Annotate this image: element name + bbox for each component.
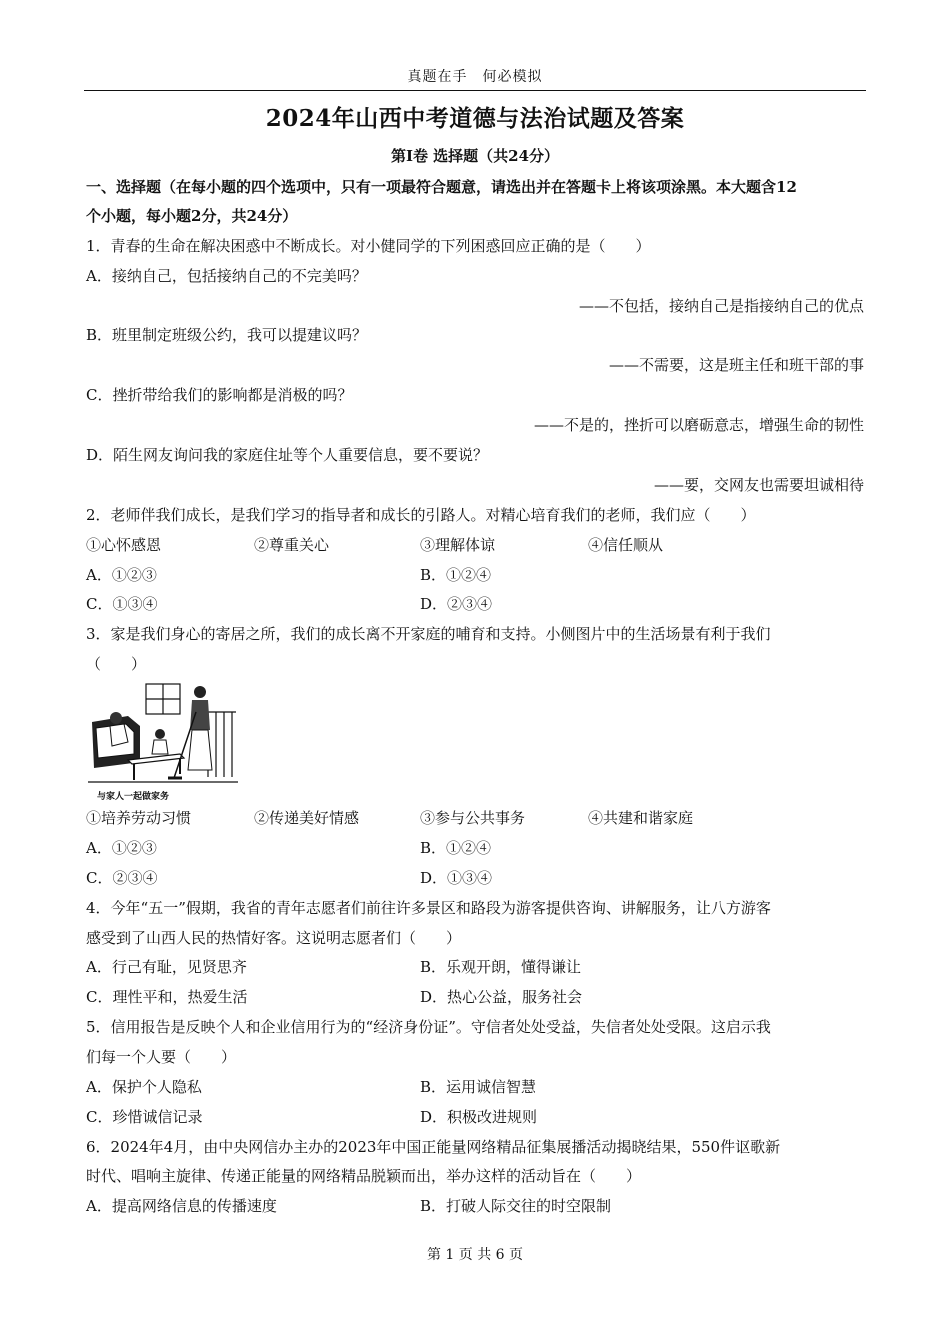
question-6-option-a: A．提高网络信息的传播速度 (86, 1197, 277, 1215)
question-1-option-d: D．陌生网友询问我的家庭住址等个人重要信息，要不要说？ (86, 446, 489, 464)
question-4-option-a: A．行己有耻，见贤思齐 (86, 958, 247, 976)
question-1-option-b-reply: ——不需要，这是班主任和班干部的事 (608, 356, 864, 374)
header-divider (84, 90, 866, 91)
question-2-item-2: ②尊重关心 (254, 536, 330, 554)
question-2-option-b: B．①②④ (420, 566, 492, 584)
question-3-option-a: A．①②③ (86, 839, 157, 857)
section-instructions-line1: 一、选择题（在每小题的四个选项中，只有一项最符合题意，请选出并在答题卡上将该项涂黑。本大题含12 (86, 178, 797, 196)
question-1-stem: 1．青春的生命在解决困惑中不断成长。对小健同学的下列困惑回应正确的是（ ） (86, 237, 651, 255)
question-2-stem: 2．老师伴我们成长，是我们学习的指导者和成长的引路人。对精心培育我们的老师，我们应（ ） (86, 506, 756, 524)
question-3-item-4: ④共建和谐家庭 (588, 809, 694, 827)
question-6-stem-line1: 6．2024年4月，由中央网信办主办的2023年中国正能量网络精品征集展播活动揭晓结果，550件讴歌新 (86, 1138, 781, 1156)
question-1-option-a: A．接纳自己，包括接纳自己的不完美吗？ (86, 267, 367, 285)
section-instructions-line2: 个小题，每小题2分，共24分） (86, 207, 298, 225)
question-2-item-3: ③理解体谅 (420, 536, 496, 554)
illustration-caption: 与家人一起做家务 (97, 792, 170, 802)
question-3-option-d: D．①③④ (420, 869, 493, 887)
question-5-option-c: C．珍惜诚信记录 (86, 1108, 203, 1126)
question-1-option-d-reply: ——要，交网友也需要坦诚相待 (653, 476, 864, 494)
section-title: 第Ⅰ卷 选择题（共24分） (390, 147, 560, 165)
question-4-stem-line2: 感受到了山西人民的热情好客。这说明志愿者们（ ） (86, 929, 462, 947)
question-6-stem-line2: 时代、唱响主旋律、传递正能量的网络精品脱颖而出，举办这样的活动旨在（ ） (86, 1167, 642, 1185)
question-5-stem-line2: 们每一个人要（ ） (86, 1048, 237, 1066)
question-5-stem-line1: 5．信用报告是反映个人和企业信用行为的“经济身份证”。守信者处处受益，失信者处处受限。这启示我 (86, 1018, 771, 1036)
household-chores-illustration (88, 682, 238, 788)
question-5-option-b: B．运用诚信智慧 (420, 1078, 537, 1096)
question-2-option-d: D．②③④ (420, 595, 493, 613)
question-2-item-1: ①心怀感恩 (86, 536, 162, 554)
page-title: 2024年山西中考道德与法治试题及答案 (265, 105, 685, 132)
question-1-option-c-reply: ——不是的，挫折可以磨砺意志，增强生命的韧性 (533, 416, 864, 434)
question-3-option-b: B．①②④ (420, 839, 492, 857)
page-footer: 第 1 页 共 6 页 (426, 1247, 524, 1263)
question-3-stem-line1: 3．家是我们身心的寄居之所，我们的成长离不开家庭的哺育和支持。小侧图片中的生活场景有利于我们 (86, 625, 771, 643)
question-2-item-4: ④信任顺从 (588, 536, 664, 554)
question-1-option-a-reply: ——不包括，接纳自己是指接纳自己的优点 (578, 297, 864, 315)
question-4-stem-line1: 4．今年“五一”假期，我省的青年志愿者们前往许多景区和路段为游客提供咨询、讲解服务，让八方游客 (86, 899, 771, 917)
question-5-option-d: D．积极改进规则 (420, 1108, 538, 1126)
question-6-option-b: B．打破人际交往的时空限制 (420, 1197, 612, 1215)
question-5-option-a: A．保护个人隐私 (86, 1078, 202, 1096)
question-3-item-1: ①培养劳动习惯 (86, 809, 192, 827)
question-3-item-2: ②传递美好情感 (254, 809, 360, 827)
page-header: 真题在手 何必模拟 (407, 69, 543, 85)
question-4-option-d: D．热心公益，服务社会 (420, 988, 583, 1006)
question-4-option-b: B．乐观开朗，懂得谦让 (420, 958, 582, 976)
question-2-option-c: C．①③④ (86, 595, 158, 613)
question-2-option-a: A．①②③ (86, 566, 157, 584)
question-3-stem-line2: （ ） (86, 655, 147, 673)
question-3-option-c: C．②③④ (86, 869, 158, 887)
question-1-option-c: C．挫折带给我们的影响都是消极的吗？ (86, 386, 353, 404)
question-4-option-c: C．理性平和，热爱生活 (86, 988, 248, 1006)
question-1-option-b: B．班里制定班级公约，我可以提建议吗？ (86, 326, 368, 344)
question-3-item-3: ③参与公共事务 (420, 809, 526, 827)
